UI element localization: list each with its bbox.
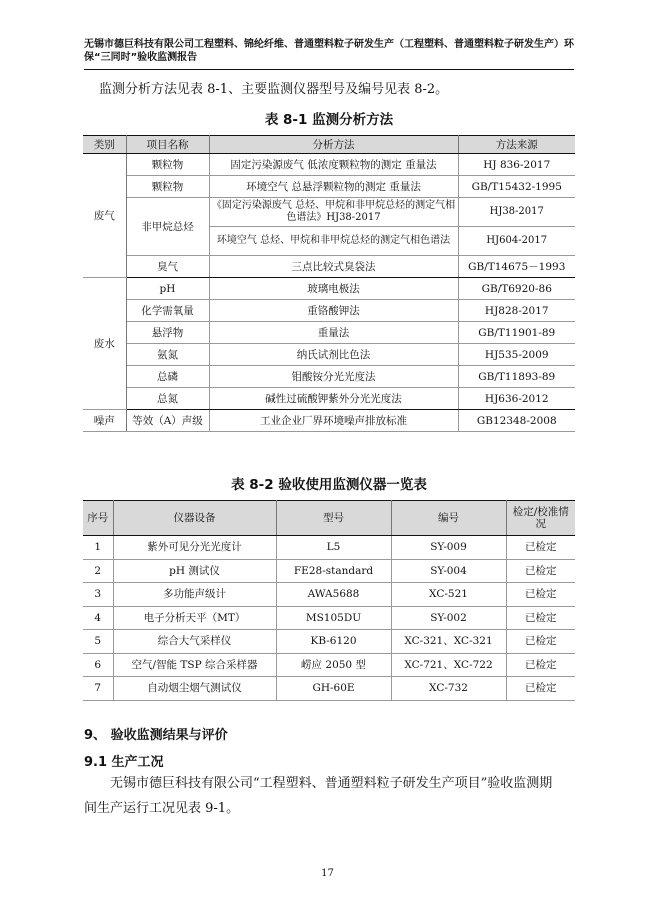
item-cell: 悬浮物 xyxy=(126,322,209,344)
table-header-row xyxy=(83,136,575,154)
status-cell: 已检定 xyxy=(506,653,575,677)
model-cell: AWA5688 xyxy=(276,583,391,607)
source-cell: HJ636-2012 xyxy=(458,388,575,410)
source-cell: HJ38-2017 xyxy=(458,198,575,227)
source-cell: GB/T15432-1995 xyxy=(458,176,575,198)
paragraph-line: 间生产运行工况见表 9-1。 xyxy=(84,801,240,816)
device-cell: 综合大气采样仪 xyxy=(113,630,276,654)
column-header: 型号 xyxy=(276,501,391,536)
status-cell: 已检定 xyxy=(506,536,575,560)
status-cell: 已检定 xyxy=(506,677,575,701)
no-cell: 6 xyxy=(83,653,113,677)
model-cell: GH-60E xyxy=(276,677,391,701)
table-row xyxy=(83,559,575,583)
status-cell: 已检定 xyxy=(506,583,575,607)
item-cell: 颗粒物 xyxy=(126,176,209,198)
source-cell: GB12348-2008 xyxy=(458,410,575,432)
source-cell: HJ604-2017 xyxy=(458,227,575,256)
table-row xyxy=(83,630,575,654)
table-row xyxy=(83,583,575,607)
method-cell: 纳氏试剂比色法 xyxy=(209,344,458,366)
method-cell: 环境空气 总悬浮颗粒物的测定 重量法 xyxy=(209,176,458,198)
model-cell: L5 xyxy=(276,536,391,560)
source-cell: GB/T6920-86 xyxy=(458,278,575,300)
table2-caption: 表 8-2 验收使用监测仪器一览表 xyxy=(231,477,427,493)
column-header: 仪器设备 xyxy=(113,501,276,536)
column-header: 项目名称 xyxy=(126,136,209,154)
table-row xyxy=(83,366,575,388)
table-row xyxy=(83,677,575,701)
method-cell: 玻璃电极法 xyxy=(209,278,458,300)
source-cell: HJ828-2017 xyxy=(458,300,575,322)
model-cell: KB-6120 xyxy=(276,630,391,654)
table-row xyxy=(83,653,575,677)
no-cell: 4 xyxy=(83,606,113,630)
table-row xyxy=(83,176,575,198)
method-cell: 碱性过硫酸钾紫外分光光度法 xyxy=(209,388,458,410)
section-9-heading: 9、 验收监测结果与评价 xyxy=(84,728,228,743)
analysis-methods-table xyxy=(83,135,575,432)
code-cell: XC-721、XC-722 xyxy=(391,653,506,677)
device-cell: 自动烟尘烟气测试仪 xyxy=(113,677,276,701)
device-cell: 电子分析天平（MT） xyxy=(113,606,276,630)
code-cell: XC-521 xyxy=(391,583,506,607)
category-cell: 废气 xyxy=(83,154,126,278)
category-cell: 废水 xyxy=(83,278,126,410)
report-header: 无锡市德巨科技有限公司工程塑料、锦纶纤维、普通塑料粒子研发生产（工程塑料、普通塑料粒子研发生产）环保“三同时”验收监测报告 xyxy=(84,39,574,63)
method-cell: 《固定污染源废气 总烃、甲烷和非甲烷总烃的测定气相色谱法》HJ38-2017 xyxy=(209,198,458,227)
code-cell: SY-004 xyxy=(391,559,506,583)
source-cell: GB/T11893-89 xyxy=(458,366,575,388)
table-row xyxy=(83,536,575,560)
column-header: 检定/校准情况 xyxy=(506,501,575,536)
table-header-row xyxy=(83,501,575,536)
table-row xyxy=(83,388,575,410)
instruments-table xyxy=(83,500,575,701)
method-cell: 三点比较式臭袋法 xyxy=(209,256,458,278)
table1-caption: 表 8-1 监测分析方法 xyxy=(264,112,394,128)
no-cell: 1 xyxy=(83,536,113,560)
status-cell: 已检定 xyxy=(506,606,575,630)
table-row xyxy=(83,344,575,366)
device-cell: 空气/智能 TSP 综合采样器 xyxy=(113,653,276,677)
source-cell: HJ 836-2017 xyxy=(458,154,575,176)
code-cell: XC-732 xyxy=(391,677,506,701)
model-cell: 崂应 2050 型 xyxy=(276,653,391,677)
item-cell: 总磷 xyxy=(126,366,209,388)
no-cell: 2 xyxy=(83,559,113,583)
column-header: 序号 xyxy=(83,501,113,536)
item-cell: 颗粒物 xyxy=(126,154,209,176)
source-cell: HJ535-2009 xyxy=(458,344,575,366)
table-row xyxy=(83,278,575,300)
no-cell: 7 xyxy=(83,677,113,701)
page-number: 17 xyxy=(321,868,334,879)
table-row xyxy=(83,154,575,176)
column-header: 类别 xyxy=(83,136,126,154)
intro-text: 监测分析方法见表 8-1、主要监测仪器型号及编号见表 8-2。 xyxy=(99,82,449,97)
table-row xyxy=(83,606,575,630)
source-cell: GB/T14675－1993 xyxy=(458,256,575,278)
section-9-1-heading: 9.1 生产工况 xyxy=(84,755,164,770)
model-cell: MS105DU xyxy=(276,606,391,630)
table-row xyxy=(83,322,575,344)
item-cell: 氨氮 xyxy=(126,344,209,366)
method-cell: 工业企业厂界环境噪声排放标准 xyxy=(209,410,458,432)
item-cell: 臭气 xyxy=(126,256,209,278)
device-cell: pH 测试仪 xyxy=(113,559,276,583)
status-cell: 已检定 xyxy=(506,559,575,583)
method-cell: 环境空气 总烃、甲烷和非甲烷总烃的测定气相色谱法 xyxy=(209,227,458,256)
item-cell: 非甲烷总烃 xyxy=(126,198,209,256)
category-cell: 噪声 xyxy=(83,410,126,432)
no-cell: 5 xyxy=(83,630,113,654)
no-cell: 3 xyxy=(83,583,113,607)
column-header: 分析方法 xyxy=(209,136,458,154)
table-row xyxy=(83,300,575,322)
method-cell: 固定污染源废气 低浓度颗粒物的测定 重量法 xyxy=(209,154,458,176)
code-cell: SY-009 xyxy=(391,536,506,560)
code-cell: XC-321、XC-321 xyxy=(391,630,506,654)
method-cell: 重铬酸钾法 xyxy=(209,300,458,322)
source-cell: GB/T11901-89 xyxy=(458,322,575,344)
model-cell: FE28-standard xyxy=(276,559,391,583)
device-cell: 多功能声级计 xyxy=(113,583,276,607)
paragraph-line: 无锡市德巨科技有限公司“工程塑料、普通塑料粒子研发生产项目”验收监测期 xyxy=(110,776,553,791)
method-cell: 钼酸铵分光光度法 xyxy=(209,366,458,388)
header-rule xyxy=(84,69,574,70)
status-cell: 已检定 xyxy=(506,630,575,654)
method-cell: 重量法 xyxy=(209,322,458,344)
item-cell: 等效（A）声级 xyxy=(126,410,209,432)
code-cell: SY-002 xyxy=(391,606,506,630)
item-cell: 化学需氧量 xyxy=(126,300,209,322)
table-row xyxy=(83,256,575,278)
table-row xyxy=(83,198,575,227)
item-cell: 总氮 xyxy=(126,388,209,410)
table-row xyxy=(83,410,575,432)
column-header: 方法来源 xyxy=(458,136,575,154)
column-header: 编号 xyxy=(391,501,506,536)
device-cell: 紫外可见分光光度计 xyxy=(113,536,276,560)
item-cell: pH xyxy=(126,278,209,300)
